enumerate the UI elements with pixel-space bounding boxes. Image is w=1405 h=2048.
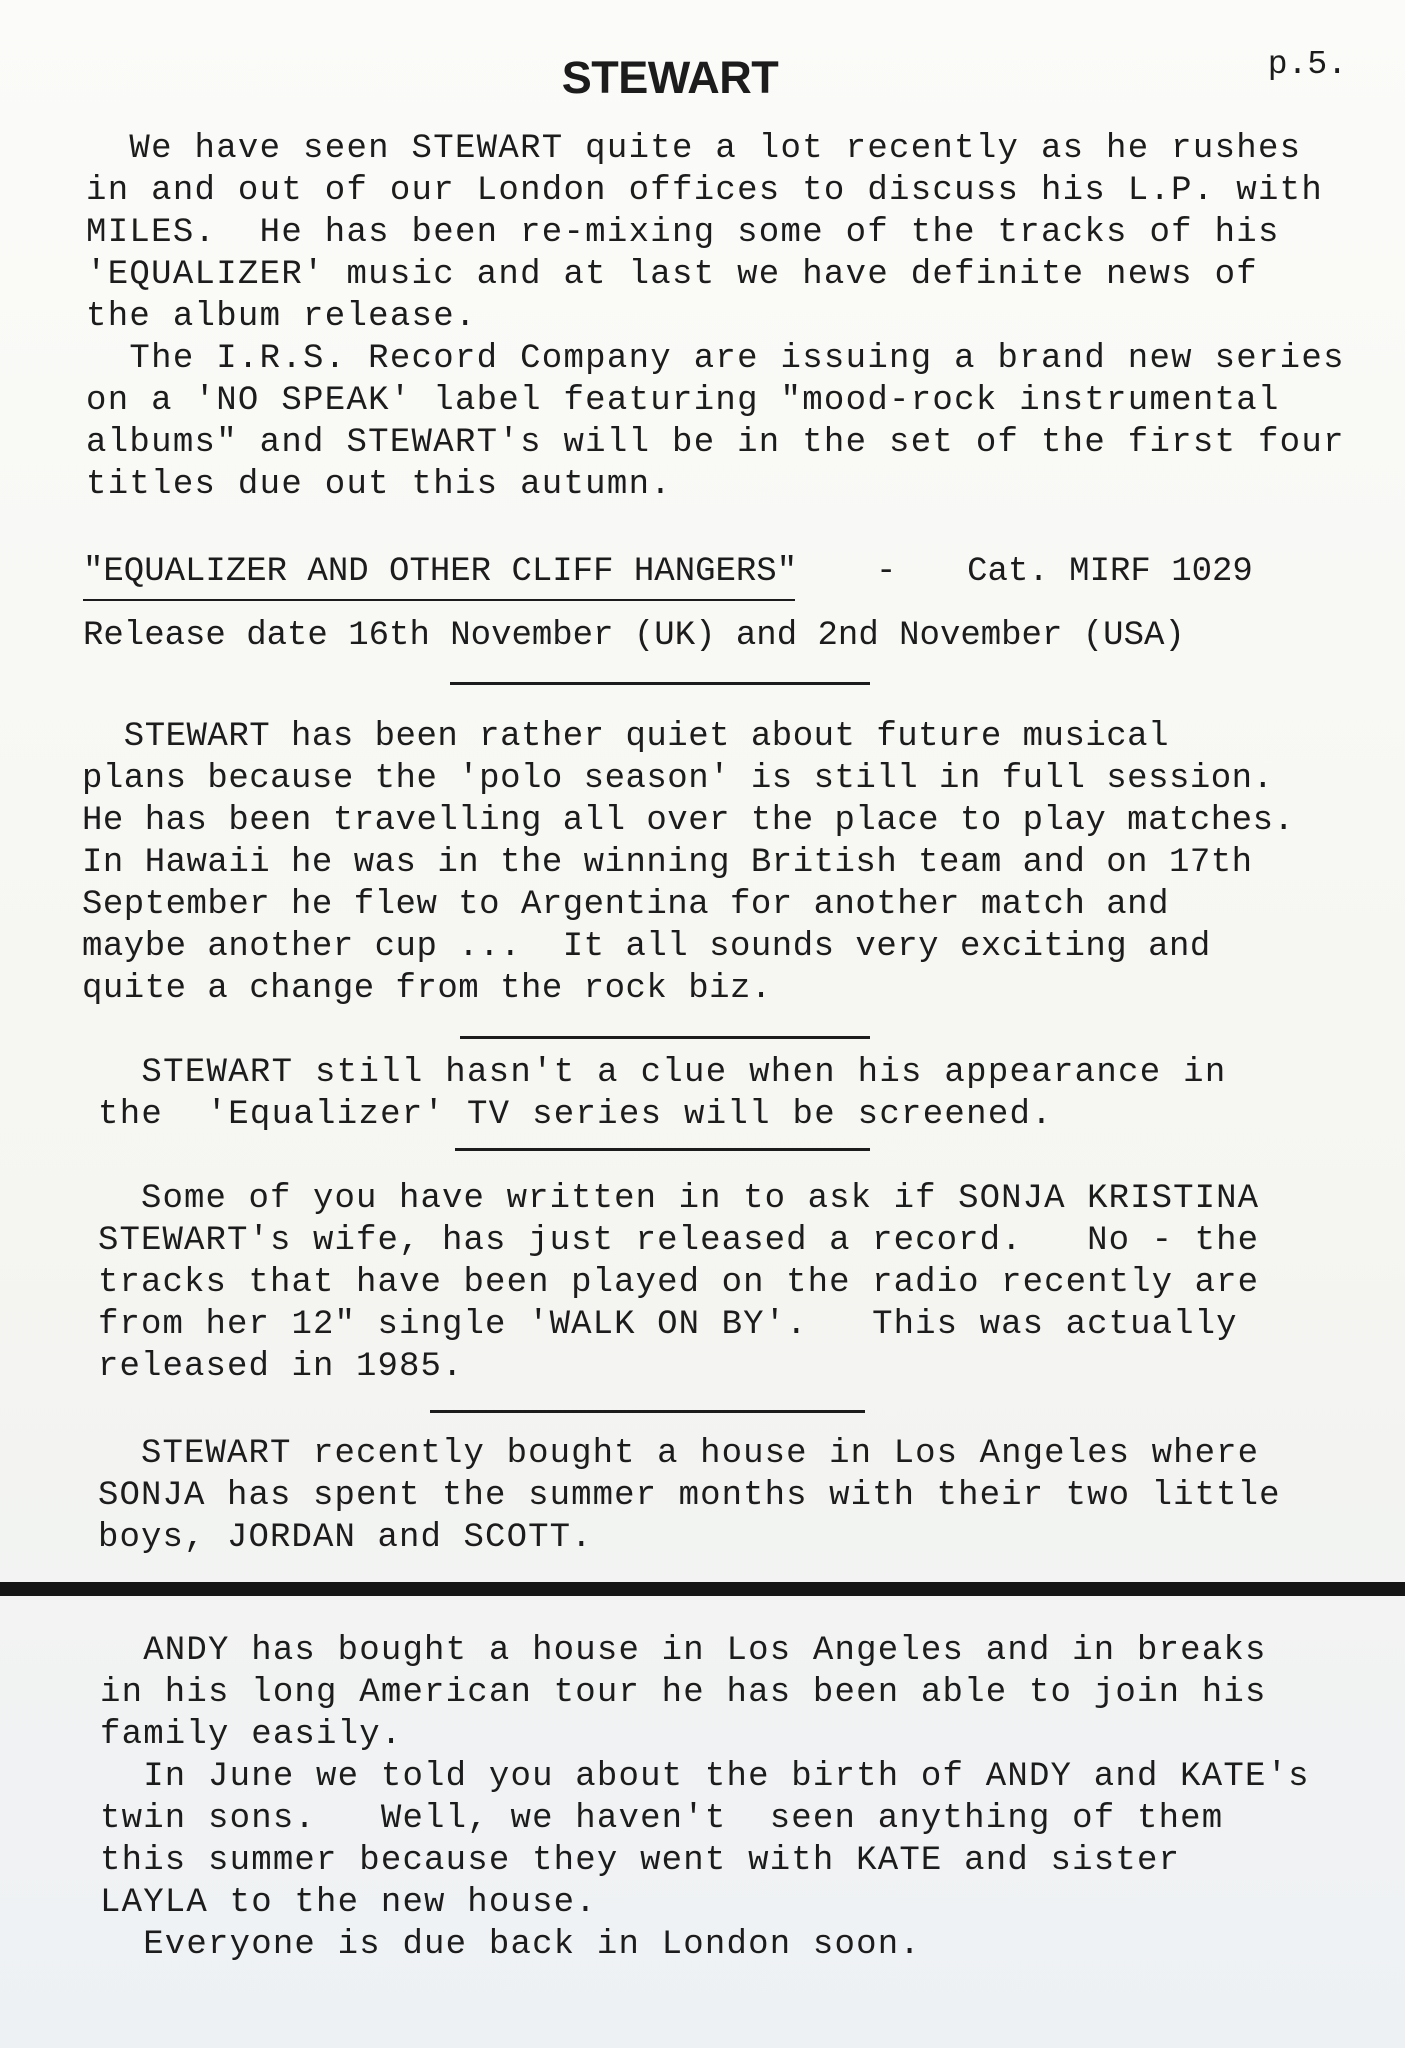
text-line: Some of you have written in to ask if SONJA KRISTINA: [98, 1180, 1260, 1218]
text-line: STEWART still hasn't a clue when his appearance in: [98, 1054, 1227, 1092]
page-title: STEWART: [561, 52, 779, 103]
divider: [430, 1410, 865, 1413]
text-line: SONJA has spent the summer months with their two little: [98, 1477, 1281, 1515]
text-line: the 'Equalizer' TV series will be screened.: [98, 1096, 1053, 1134]
album-title: "EQUALIZER AND OTHER CLIFF HANGERS": [83, 553, 798, 591]
section-divider-bar: [0, 1582, 1405, 1596]
album-title-underline: [83, 599, 795, 601]
text-line: plans because the 'polo season' is still in full session.: [82, 760, 1274, 798]
album-release-row: [83, 553, 1253, 591]
text-line: in and out of our London offices to discuss his L.P. with: [86, 172, 1324, 210]
text-line: MILES. He has been re-mixing some of the tracks of his: [86, 214, 1280, 252]
text-line: STEWART has been rather quiet about future musical: [82, 718, 1169, 756]
text-line: on a 'NO SPEAK' label featuring "mood-rock instrumental: [86, 382, 1280, 420]
text-line: In June we told you about the birth of ANDY and KATE's: [100, 1758, 1310, 1796]
text-line: released in 1985.: [98, 1348, 464, 1386]
text-line: albums" and STEWART's will be in the set of the first four: [86, 424, 1345, 462]
divider: [450, 682, 870, 685]
text-line: He has been travelling all over the place to play matches.: [82, 802, 1295, 840]
text-line: Everyone is due back in London soon.: [100, 1926, 921, 1964]
divider: [460, 1036, 870, 1039]
text-line: ANDY has bought a house in Los Angeles and in breaks: [100, 1632, 1267, 1670]
text-line: September he flew to Argentina for another match and: [82, 886, 1169, 924]
divider: [455, 1148, 870, 1151]
house-section: [98, 1433, 1281, 1559]
polo-section: [82, 716, 1294, 1010]
text-line: titles due out this autumn.: [86, 466, 672, 504]
sonja-section: [98, 1178, 1259, 1388]
release-date: Release date 16th November (UK) and 2nd November (USA): [83, 617, 1185, 655]
text-line: LAYLA to the new house.: [100, 1884, 597, 1922]
text-line: from her 12" single 'WALK ON BY'. This was actually: [98, 1306, 1238, 1344]
text-line: tracks that have been played on the radio recently are: [98, 1264, 1260, 1302]
text-line: STEWART recently bought a house in Los Angeles where: [98, 1435, 1260, 1473]
text-line: the album release.: [86, 298, 477, 336]
text-line: this summer because they went with KATE and sister: [100, 1842, 1181, 1880]
andy-section: [100, 1630, 1310, 1966]
text-line: family easily.: [100, 1716, 403, 1754]
text-line: In Hawaii he was in the winning British team and on 17th: [82, 844, 1253, 882]
text-line: quite a change from the rock biz.: [82, 970, 772, 1008]
intro-section: [86, 128, 1345, 506]
text-line: The I.R.S. Record Company are issuing a brand new series: [86, 340, 1345, 378]
page-number: p.5.: [1267, 46, 1347, 83]
text-line: maybe another cup ... It all sounds very exciting and: [82, 928, 1211, 966]
text-line: STEWART's wife, has just released a record. No - the: [98, 1222, 1260, 1260]
text-line: We have seen STEWART quite a lot recently as he rushes: [86, 130, 1302, 168]
text-line: 'EQUALIZER' music and at last we have definite news of: [86, 256, 1258, 294]
catalogue-number: Cat. MIRF 1029: [967, 553, 1253, 591]
text-line: in his long American tour he has been able to join his: [100, 1674, 1267, 1712]
tv-section: [98, 1052, 1227, 1136]
separator-dash: -: [875, 553, 897, 591]
text-line: boys, JORDAN and SCOTT.: [98, 1519, 593, 1557]
text-line: twin sons. Well, we haven't seen anything of them: [100, 1800, 1224, 1838]
